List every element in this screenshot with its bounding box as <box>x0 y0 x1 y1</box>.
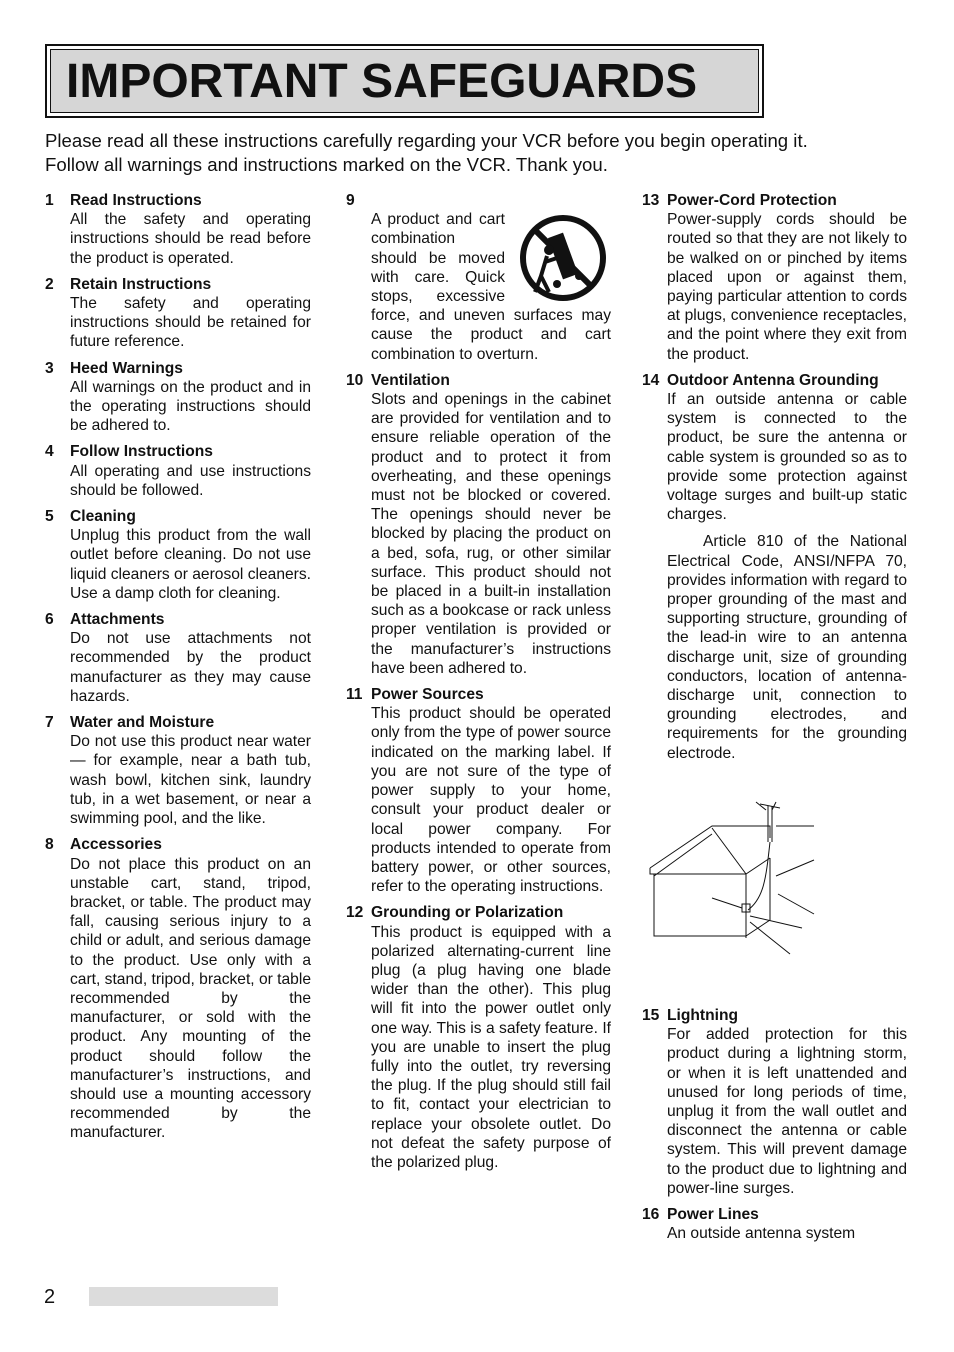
item-heading: Power Lines <box>667 1205 759 1223</box>
safeguard-item-16 <box>642 1205 907 1243</box>
item-number: 11 <box>346 686 363 704</box>
column-1 <box>45 191 311 1150</box>
intro-text <box>45 129 925 177</box>
item-number: 13 <box>642 192 660 209</box>
item-number: 10 <box>346 371 364 389</box>
cart-warning-icon <box>511 214 611 304</box>
item-number: 3 <box>45 359 54 377</box>
safeguard-item-4 <box>45 442 311 500</box>
item-heading: Ventilation <box>371 371 450 389</box>
item-heading: Grounding or Polarization <box>371 904 564 922</box>
item-heading: Lightning <box>667 1006 739 1024</box>
item-text: The safety and operating instructions should be retained for future reference. <box>70 295 311 351</box>
safeguard-item-8 <box>45 835 311 1142</box>
item-number: 8 <box>45 836 54 854</box>
item-number: 4 <box>45 443 54 461</box>
item-number: 9 <box>346 192 355 209</box>
safeguard-item-11 <box>346 685 611 896</box>
item-number: 14 <box>642 371 660 389</box>
safeguard-item-15 <box>642 1006 907 1198</box>
item-heading: Read Instructions <box>70 192 202 209</box>
item-number: 16 <box>642 1205 660 1223</box>
safeguard-item-5 <box>45 507 311 603</box>
item-heading: Accessories <box>70 836 162 854</box>
title-box <box>45 44 764 118</box>
item-text: All the safety and operating instructions should be read before the product is operated. <box>70 211 311 267</box>
item-number: 12 <box>346 904 364 922</box>
safeguard-item-6 <box>45 610 311 706</box>
item-heading: Heed Warnings <box>70 359 183 377</box>
page-footer-bar <box>89 1287 278 1306</box>
intro-line-2: Follow all warnings and instructions marked on the VCR. Thank you. <box>45 154 608 175</box>
safeguard-item-13 <box>642 191 907 364</box>
page-title: IMPORTANT SAFEGUARDS <box>66 54 698 108</box>
item-heading: Retain Instructions <box>70 275 212 293</box>
safeguard-item-10 <box>346 371 611 678</box>
safeguard-item-9 <box>346 191 611 364</box>
item-heading: Power Sources <box>371 686 484 704</box>
item-text: This product is equipped with a polarized alternating-current line plug (a plug having one blade wider than the other). This plug will fit into the power outlet only one way. This is a safety feature. If you are unable to insert the plug fully into the outlet, try reversing the plug. If the plug should still fail to fit, contact your electrician to replace your obsolete outlet. Do not defeat the safety purpose of the polarized plug. <box>371 923 611 1171</box>
safeguard-item-7 <box>45 713 311 828</box>
safeguard-item-12 <box>346 903 611 1172</box>
item-number: 15 <box>642 1006 660 1024</box>
item-number: 6 <box>45 611 54 629</box>
item-text: All warnings on the product and in the operating instructions should be adhered to. <box>70 378 311 435</box>
item-text: If an outside antenna or cable system is connected to the product, be sure the antenna or cable system is grounded so as to provide some protection against voltage surges and built-up static charges. <box>667 391 907 524</box>
intro-line-1: Please read all these instructions carefully regarding your VCR before you begin operating it. <box>45 130 808 151</box>
page-number: 2 <box>44 1286 56 1308</box>
item-heading: Water and Moisture <box>70 714 215 732</box>
safeguard-item-14 <box>642 371 907 763</box>
item-heading: Cleaning <box>70 508 136 526</box>
item-number: 1 <box>45 192 54 209</box>
item-text: Slots and openings in the cabinet are provided for ventilation and to ensure reliable operation of the product and to protect it from overheating, and these openings must not be blocked or covered. The openings should never be blocked by placing the product on a bed, sofa, rug, or other similar surface. This product should not be placed in a built-in installation such as a bookcase or rack unless proper ventilation is provided or the manufacturer’s instructions have been adhered to. <box>371 391 611 677</box>
safeguard-item-1 <box>45 191 311 268</box>
title-banner <box>50 49 759 113</box>
item-text: A product and cart combination should be moved with care. Quick stops, excessive force, and uneven surfaces may cause the product and cart combination to overturn. <box>371 211 611 363</box>
safeguard-item-2 <box>45 275 311 352</box>
item-text: For added protection for this product during a lightning storm, or when it is left unattended and unused for long periods of time, unplug it from the wall outlet and disconnect the antenna or cable system. This will prevent damage to the product due to lightning and power-line surges. <box>667 1026 907 1197</box>
item-heading: Follow Instructions <box>70 443 213 461</box>
item-text: Do not use attachments not recommended by the product manufacturer as they may cause hazards. <box>70 630 311 705</box>
item-text: This product should be operated only from the type of power source indicated on the marking label. If you are not sure of the type of power supply to your home, consult your product dealer or local power company. For products intended to operate from battery power, or other sources, refer to the operating instructions. <box>371 705 611 896</box>
item-text: An outside antenna system <box>667 1225 856 1243</box>
item-heading: Attachments <box>70 611 165 629</box>
item-number: 5 <box>45 508 54 526</box>
column-2 <box>346 191 611 1179</box>
safeguard-item-3 <box>45 359 311 436</box>
item-heading: Outdoor Antenna Grounding <box>667 371 879 389</box>
antenna-grounding-diagram <box>642 798 817 958</box>
item-heading: Power-Cord Protection <box>667 192 837 209</box>
item-text: Unplug this product from the wall outlet before cleaning. Do not use liquid cleaners or aerosol cleaners. Use a damp cloth for cleaning. <box>70 527 311 602</box>
column-3 <box>642 191 907 1250</box>
item-text-continued: Article 810 of the National Electrical Code, ANSI/NFPA 70, provides information with regard to proper grounding of the mast and supporting structure, grounding of the lead-in wire to an antenna discharge unit, size of grounding conductors, location of antenna-discharge unit, connection to grounding electrodes, and requirements for the grounding electrode. <box>667 533 907 762</box>
item-text: All operating and use instructions should be followed. <box>70 462 311 499</box>
item-number: 2 <box>45 275 54 293</box>
item-text: Do not use this product near water — for example, near a bath tub, wash bowl, kitchen sink, laundry tub, in a wet basement, or near a swimming pool, and the like. <box>70 733 311 828</box>
item-number: 7 <box>45 714 54 732</box>
item-text: Do not place this product on an unstable cart, stand, tripod, bracket, or table. The product may fall, causing serious injury to a child or adult, and serious damage to the product. Use only with a cart, stand, tripod, bracket, or table recommended by the manufacturer, or sold with the product. Any mounting of the product should follow the manufacturer’s instructions, and should use a mounting accessory recommended by the manufacturer. <box>70 855 311 1142</box>
item-text: Power-supply cords should be routed so that they are not likely to be walked on or pinched by items placed upon or against them, paying particular attention to cords at plugs, convenience receptacles, and the point where they exit from the product. <box>667 211 907 363</box>
